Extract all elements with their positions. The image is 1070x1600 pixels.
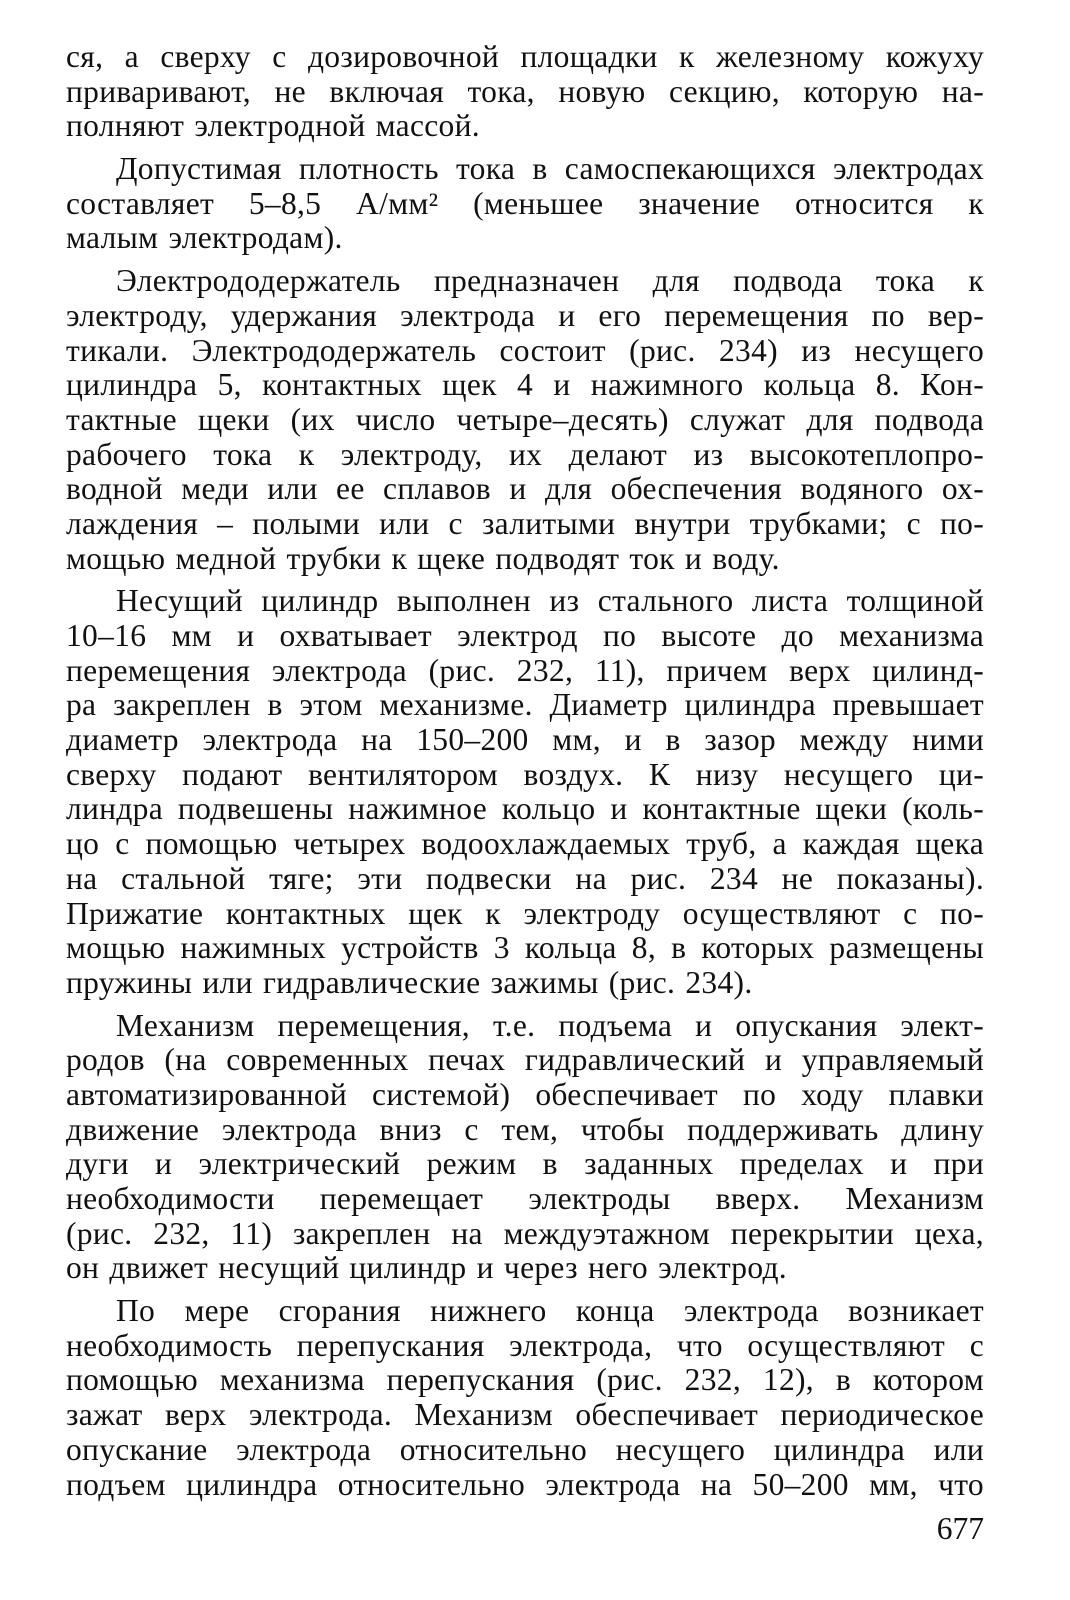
paragraph [66,1009,984,1287]
text-line: 10–16 мм и охватывает электрод по высоте до механизма [66,618,984,653]
text-line: мощью медной трубки к щеке подводят ток и воду. [66,540,780,576]
text-line: зажат верх электрода. Механизм обеспечивает периодическое [66,1397,984,1433]
text-line: диаметр электрода на 150–200 мм, и в зазор между ними [66,722,984,758]
text-line: цо с помощью четырех водоохлаждаемых труб, а каждая щека [66,826,984,862]
text-line: Допустимая плотность тока в самоспекающихся электродах [116,151,984,187]
text-line: подъем цилиндра относительно электрода на 50–200 мм, что [66,1466,984,1502]
text-line: ся, а сверху с дозировочной площадки к железному кожуху [66,39,984,74]
text-line: движение электрода вниз с тем, чтобы поддерживать длину [66,1111,984,1147]
text-line: Несущий цилиндр выполнен из стального листа толщиной [116,583,984,619]
text-line: Механизм перемещения, т.е. подъема и опускания элект- [116,1007,984,1043]
text-line: помощью механизма перепускания (рис. 232, 12), в котором [66,1362,984,1398]
paragraph [66,584,984,1000]
text-line: необходимости перемещает электроды вверх. Механизм [66,1181,984,1216]
paragraph [66,40,984,144]
text-line: сверху подают вентилятором воздух. К низу несущего ци- [66,756,984,792]
text-line: мощью нажимных устройств 3 кольца 8, в которых размещены [66,930,984,966]
text-line: опускание электрода относительно несущего цилиндра или [66,1431,984,1467]
text-line: необходимость перепускания электрода, что осуществляют с [66,1327,984,1363]
text-line: Прижатие контактных щек к электроду осуществляют с по- [66,895,984,931]
text-line: водной меди или ее сплавов и для обеспечения водяного ох- [66,471,984,507]
text-line: Электрододержатель предназначен для подвода тока к [116,263,984,299]
text-line: электроду, удержания электрода и его перемещения по вер- [66,297,984,333]
text-line: приваривают, не включая тока, новую секцию, которую на- [66,73,984,109]
text-line: (рис. 232, 11) закреплен на междуэтажном перекрытии цеха, [66,1215,984,1251]
text-line: на стальной тяге; эти подвески на рис. 234 не показаны). [66,860,984,896]
text-line: рабочего тока к электроду, их делают из высокотеплопро- [66,436,984,472]
paragraph [66,1294,984,1502]
paragraph [66,264,984,576]
page-number: 677 [936,1511,984,1546]
text-line: составляет 5–8,5 А/мм² (меньшее значение относится к [66,185,984,221]
text-line: цилиндра 5, контактных щек 4 и нажимного кольца 8. Кон- [66,367,984,403]
text-line: полняют электродной массой. [66,108,480,144]
text-line: родов (на современных печах гидравлический и управляемый [66,1042,984,1078]
text-line: лаждения – полыми или с залитыми внутри трубками; с по- [66,505,984,541]
text-line: он движет несущий цилиндр и через него электрод. [66,1250,787,1286]
text-line: автоматизированной системой) обеспечивает по ходу плавки [66,1076,984,1112]
page-body [66,40,984,1502]
text-line: По мере сгорания нижнего конца электрода возникает [116,1293,984,1329]
text-line: дуги и электрический режим в заданных пределах и при [66,1146,984,1182]
text-line: ра закреплен в этом механизме. Диаметр цилиндра превышает [66,687,984,723]
text-line: линдра подвешены нажимное кольцо и контактные щеки (коль- [66,791,984,827]
text-line: пружины или гидравлические зажимы (рис. 234). [66,964,753,1000]
text-line: тактные щеки (их число четыре–десять) служат для подвода [66,401,984,437]
text-line: перемещения электрода (рис. 232, 11), причем верх цилинд- [66,652,984,688]
paragraph [66,152,984,256]
text-line: малым электродам). [66,220,343,256]
text-line: тикали. Электрододержатель состоит (рис. 234) из несущего [66,332,984,368]
